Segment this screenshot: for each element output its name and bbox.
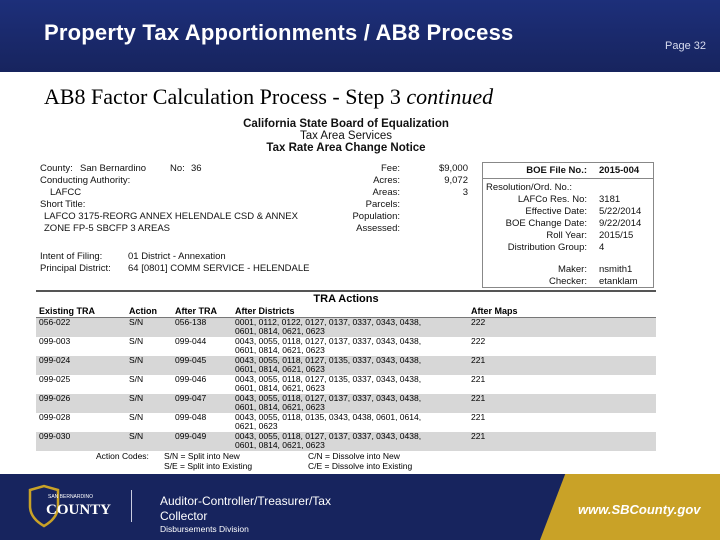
- division-name: Disbursements Division: [160, 524, 249, 534]
- slide-heading: [44, 84, 493, 110]
- heading-main: AB8 Factor Calculation Process - Step 3: [44, 84, 401, 109]
- after-districts-cell: [232, 432, 468, 451]
- existing-tra-cell: [36, 413, 126, 432]
- effective-date-label: Effective Date:: [525, 206, 587, 217]
- after-tra-cell-text: 099-049: [175, 430, 207, 441]
- after-maps-cell-text: 222: [471, 335, 486, 346]
- table-row: [36, 432, 656, 451]
- after-districts-cell-text: 0043, 0055, 0118, 0127, 0137, 0337, 0343, 0438,: [235, 430, 422, 441]
- roll-year-value: 2015/15: [599, 230, 634, 241]
- code-split-new: S/N = Split into New: [164, 451, 240, 461]
- action-codes-label: Action Codes:: [96, 451, 149, 461]
- after-districts-cell-text: 0043, 0055, 0118, 0127, 0135, 0337, 0343, 0438,: [235, 373, 422, 384]
- after-tra-cell-text: 099-045: [175, 354, 207, 365]
- after-maps-cell-text: 221: [471, 411, 486, 422]
- after-tra-cell: [172, 337, 232, 356]
- after-maps-cell-text: 221: [471, 392, 486, 403]
- existing-tra-cell: [36, 432, 126, 451]
- no-value: 36: [191, 163, 202, 174]
- after-districts-cell-text: 0601, 0814, 0621, 0623: [235, 401, 325, 412]
- existing-tra-cell-text: 099-028: [39, 411, 71, 422]
- short-title-line1: LAFCO 3175-REORG ANNEX HELENDALE CSD & ANNEX: [44, 211, 298, 222]
- column-header: After TRA: [172, 305, 232, 318]
- notice-form-title: Tax Rate Area Change Notice: [266, 142, 426, 154]
- no-label: No:: [170, 163, 185, 174]
- intent-value: 01 District - Annexation: [128, 251, 226, 262]
- boe-file-value: 2015-004: [599, 165, 640, 176]
- principal-district-value: 64 [0801] COMM SERVICE - HELENDALE: [128, 263, 310, 274]
- after-maps-cell: [468, 356, 656, 375]
- county-label: County:: [40, 163, 73, 174]
- tra-actions-section: [36, 290, 656, 470]
- existing-tra-cell-text: 099-003: [39, 335, 71, 346]
- checker-label: Checker:: [548, 276, 587, 287]
- existing-tra-cell: [36, 337, 126, 356]
- department-name: [160, 494, 360, 524]
- distribution-group-label: Distribution Group:: [507, 242, 587, 253]
- after-districts-cell-text: 0043, 0055, 0118, 0135, 0343, 0438, 0601, 0614,: [235, 411, 422, 422]
- boe-change-date-value: 9/22/2014: [599, 218, 642, 229]
- after-maps-cell: [468, 375, 656, 394]
- existing-tra-cell: [36, 356, 126, 375]
- tra-actions-title: TRA Actions: [36, 290, 656, 305]
- after-tra-cell: [172, 356, 232, 375]
- tra-actions-table: [36, 305, 656, 451]
- code-dissolve-new: C/N = Dissolve into New: [308, 451, 400, 461]
- action-cell: [126, 337, 172, 356]
- column-header: Action: [126, 305, 172, 318]
- column-header: Existing TRA: [36, 305, 126, 318]
- short-title-label: Short Title:: [40, 199, 86, 210]
- after-districts-cell-text: 0601, 0814, 0621, 0623: [235, 439, 325, 450]
- after-districts-cell-text: 0043, 0055, 0118, 0127, 0137, 0337, 0343, 0438,: [235, 335, 422, 346]
- population-label: Population:: [352, 211, 400, 222]
- tax-rate-area-change-notice: [36, 118, 656, 290]
- after-maps-cell-text: 221: [471, 430, 486, 441]
- action-cell: [126, 375, 172, 394]
- box-divider: [483, 178, 653, 179]
- action-cell-text: S/N: [129, 430, 144, 441]
- after-tra-cell-text: 099-048: [175, 411, 207, 422]
- after-maps-cell-text: 221: [471, 354, 486, 365]
- conducting-authority-label: Conducting Authority:: [40, 175, 131, 186]
- after-districts-cell-text: 0043, 0055, 0118, 0127, 0137, 0337, 0343, 0438,: [235, 392, 422, 403]
- maker-value: nsmith1: [599, 264, 633, 275]
- after-maps-cell: [468, 394, 656, 413]
- table-row: [36, 375, 656, 394]
- department-line2: Collector: [160, 509, 208, 523]
- slide-title: Property Tax Apportionments / AB8 Process: [44, 20, 514, 45]
- existing-tra-cell: [36, 318, 126, 337]
- department-line1: Auditor-Controller/Treasurer/Tax: [160, 494, 331, 508]
- after-maps-cell: [468, 413, 656, 432]
- effective-date-value: 5/22/2014: [599, 206, 642, 217]
- existing-tra-cell: [36, 375, 126, 394]
- after-districts-cell-text: 0621, 0623: [235, 420, 278, 431]
- notice-services: Tax Area Services: [299, 130, 393, 142]
- boe-file-label: BOE File No.:: [526, 165, 587, 176]
- column-header: After Maps: [468, 305, 656, 318]
- boe-info-box: [482, 162, 654, 288]
- page-number: Page 32: [665, 40, 706, 52]
- roll-year-label: Roll Year:: [546, 230, 587, 241]
- after-districts-cell-text: 0601, 0814, 0621, 0623: [235, 363, 325, 374]
- after-districts-cell: [232, 337, 468, 356]
- principal-district-label: Principal District:: [40, 263, 111, 274]
- acres-value: 9,072: [444, 175, 468, 186]
- county-logo: [26, 484, 118, 528]
- notice-agency: California State Board of Equalization: [243, 118, 449, 130]
- logo-word-text: COUNTY: [46, 502, 112, 518]
- after-tra-cell-text: 099-044: [175, 335, 207, 346]
- after-tra-cell: [172, 432, 232, 451]
- after-tra-cell-text: 099-046: [175, 373, 207, 384]
- after-maps-cell: [468, 432, 656, 451]
- action-cell: [126, 413, 172, 432]
- action-cell: [126, 394, 172, 413]
- existing-tra-cell-text: 099-025: [39, 373, 71, 384]
- action-cell-text: S/N: [129, 317, 144, 327]
- after-districts-cell: [232, 413, 468, 432]
- after-districts-cell: [232, 356, 468, 375]
- fee-value: $9,000: [438, 163, 468, 174]
- resolution-label: Resolution/Ord. No.:: [486, 182, 573, 193]
- after-tra-cell-text: 056-138: [175, 317, 207, 327]
- action-cell-text: S/N: [129, 354, 144, 365]
- table-row: [36, 318, 656, 337]
- action-cell-text: S/N: [129, 392, 144, 403]
- after-tra-cell: [172, 413, 232, 432]
- after-maps-cell-text: 221: [471, 373, 486, 384]
- tra-table-body: [36, 318, 656, 451]
- checker-value: etanklam: [599, 276, 638, 287]
- website-link[interactable]: www.SBCounty.gov: [578, 502, 701, 517]
- logo-top-text: SAN BERNARDINO: [48, 494, 94, 500]
- maker-label: Maker:: [557, 264, 587, 275]
- intent-label: Intent of Filing:: [40, 251, 103, 262]
- table-header-row: [36, 305, 656, 318]
- boe-change-date-label: BOE Change Date:: [505, 218, 587, 229]
- lafco-res-label: LAFCo Res. No:: [517, 194, 587, 205]
- county-value: San Bernardino: [80, 163, 147, 174]
- heading-continued: continued: [406, 84, 494, 109]
- after-maps-cell-text: 222: [471, 317, 486, 327]
- existing-tra-cell-text: 099-030: [39, 430, 71, 441]
- conducting-authority-value: LAFCC: [50, 187, 82, 198]
- assessed-label: Assessed:: [356, 223, 400, 234]
- parcels-label: Parcels:: [365, 199, 400, 210]
- after-districts-cell-text: 0001, 0112, 0122, 0127, 0137, 0337, 0343, 0438,: [235, 317, 422, 327]
- distribution-group-value: 4: [599, 242, 605, 253]
- code-dissolve-existing: C/E = Dissolve into Existing: [308, 461, 413, 471]
- existing-tra-cell: [36, 394, 126, 413]
- after-districts-cell-text: 0043, 0055, 0118, 0127, 0135, 0337, 0343, 0438,: [235, 354, 422, 365]
- action-cell: [126, 318, 172, 337]
- existing-tra-cell-text: 099-024: [39, 354, 71, 365]
- table-row: [36, 394, 656, 413]
- after-tra-cell-text: 099-047: [175, 392, 207, 403]
- code-split-existing: S/E = Split into Existing: [164, 461, 253, 471]
- action-cell-text: S/N: [129, 411, 144, 422]
- acres-label: Acres:: [373, 175, 400, 186]
- after-districts-cell: [232, 394, 468, 413]
- action-cell: [126, 432, 172, 451]
- after-tra-cell: [172, 318, 232, 337]
- after-maps-cell: [468, 318, 656, 337]
- after-districts-cell-text: 0601, 0814, 0621, 0623: [235, 326, 325, 336]
- table-row: [36, 413, 656, 432]
- after-districts-cell-text: 0601, 0814, 0621, 0623: [235, 382, 325, 393]
- after-districts-cell-text: 0601, 0814, 0621, 0623: [235, 344, 325, 355]
- areas-value: 3: [462, 187, 468, 198]
- existing-tra-cell-text: 056-022: [39, 317, 71, 327]
- after-districts-cell: [232, 375, 468, 394]
- table-row: [36, 356, 656, 375]
- action-cell: [126, 356, 172, 375]
- action-cell-text: S/N: [129, 335, 144, 346]
- existing-tra-cell-text: 099-026: [39, 392, 71, 403]
- after-districts-cell: [232, 318, 468, 337]
- after-maps-cell: [468, 337, 656, 356]
- after-tra-cell: [172, 375, 232, 394]
- areas-label: Areas:: [372, 187, 400, 198]
- footer-divider: [131, 490, 132, 522]
- short-title-line2: ZONE FP-5 SBCFP 3 AREAS: [44, 223, 171, 234]
- title-bar: [0, 0, 720, 72]
- after-tra-cell: [172, 394, 232, 413]
- table-row: [36, 337, 656, 356]
- lafco-res-value: 3181: [599, 194, 621, 205]
- column-header: After Districts: [232, 305, 468, 318]
- action-cell-text: S/N: [129, 373, 144, 384]
- fee-label: Fee:: [380, 163, 400, 174]
